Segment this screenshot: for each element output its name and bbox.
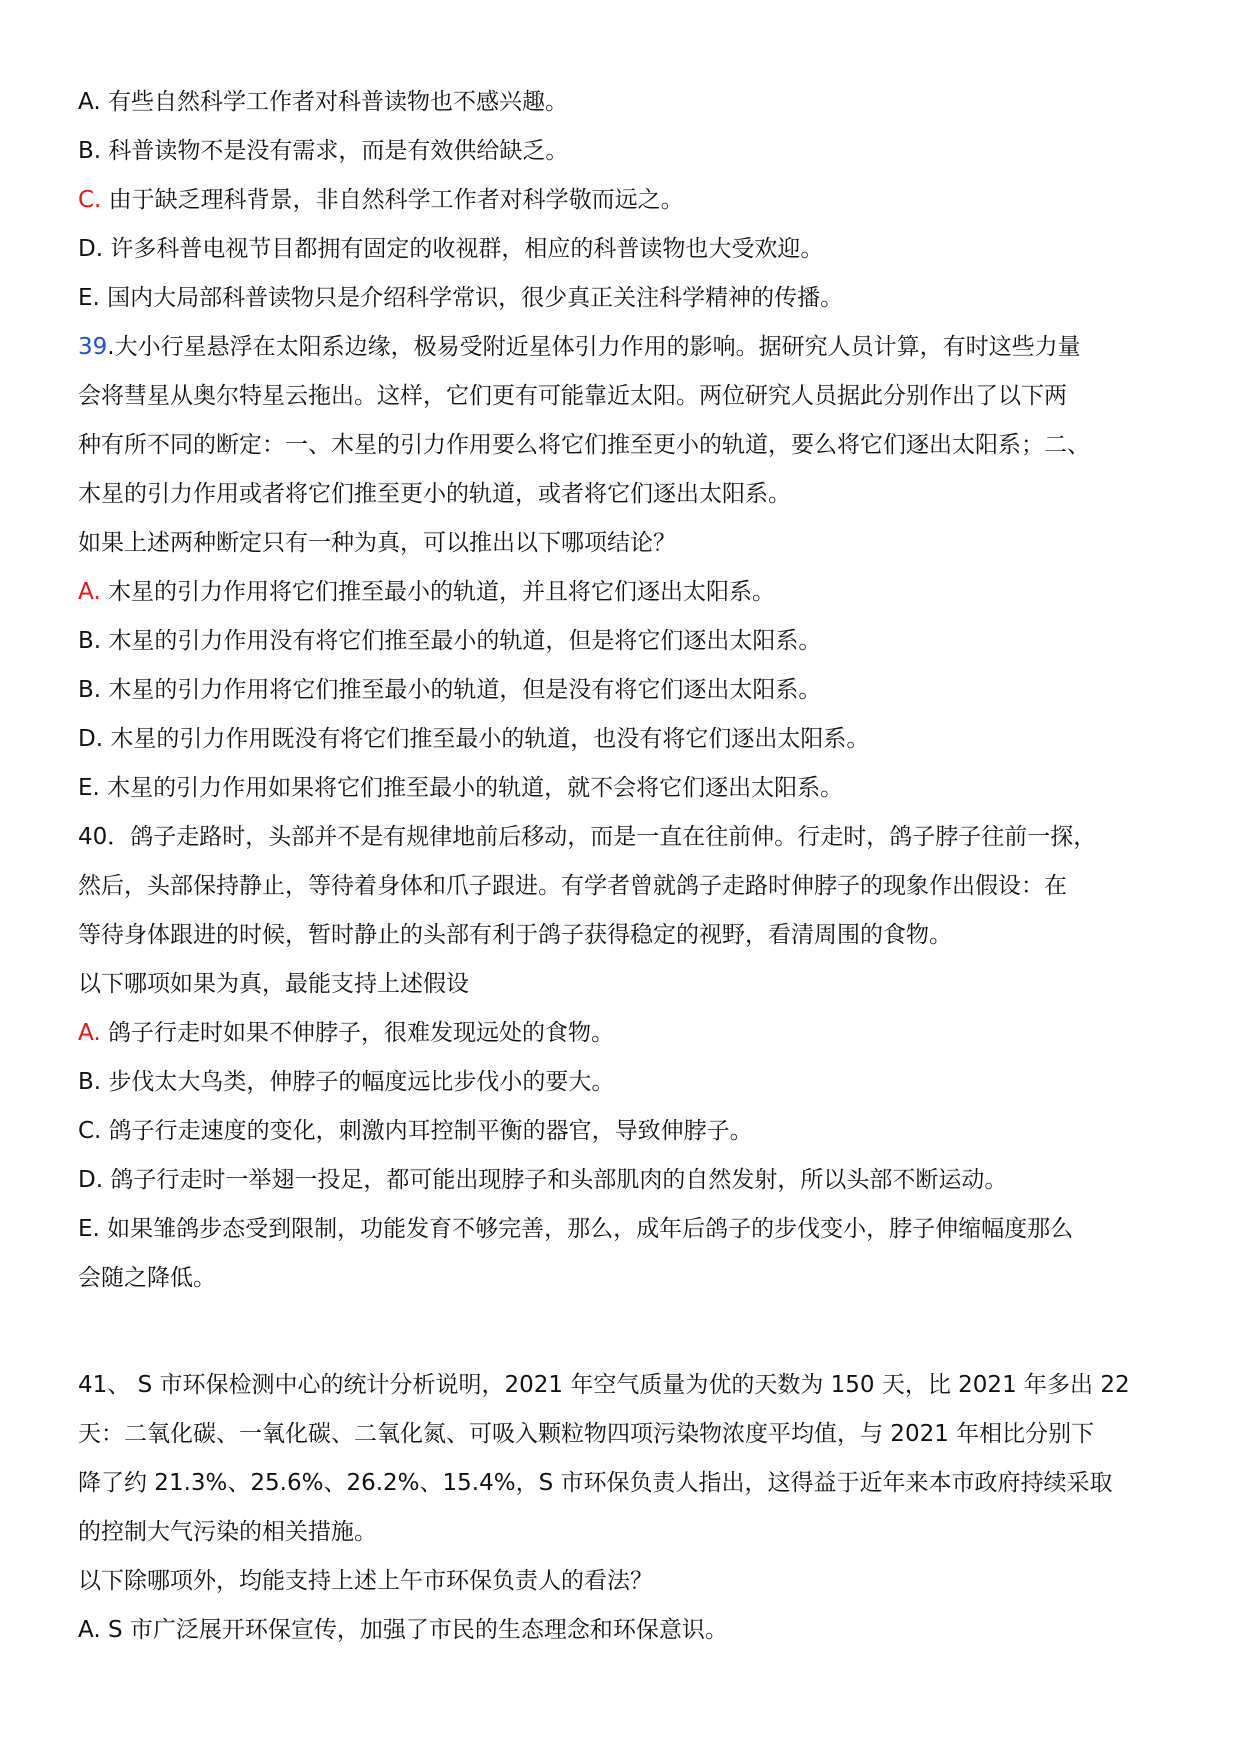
option-text: 如果雏鸽步态受到限制，功能发育不够完善，那么，成年后鸽子的步伐变小，脖子伸缩幅度那么	[99, 1216, 1074, 1242]
q39-option-a	[78, 568, 1168, 617]
q40-option-e-continuation: 会随之降低。	[78, 1265, 216, 1291]
option-text: 木星的引力作用既没有将它们推至最小的轨道，也没有将它们逐出太阳系。	[103, 726, 870, 752]
q38-option-a	[78, 78, 1168, 127]
option-letter: B.	[78, 628, 102, 654]
option-text: 木星的引力作用将它们推至最小的轨道，但是没有将它们逐出太阳系。	[101, 677, 822, 703]
q40-stem-line-1: 40．鸽子走路时，头部并不是有规律地前后移动，而是一直在往前伸。行走时，鸽子脖子往前一探，	[78, 824, 1097, 850]
q38-option-d	[78, 225, 1168, 274]
option-letter: E.	[78, 1216, 100, 1242]
q40-stem-line-3: 等待身体跟进的时候，暂时静止的头部有利于鸽子获得稳定的视野，看清周围的食物。	[78, 922, 952, 948]
option-letter: B.	[78, 1069, 102, 1095]
option-text: 木星的引力作用将它们推至最小的轨道，并且将它们逐出太阳系。	[100, 579, 775, 605]
option-text: 有些自然科学工作者对科普读物也不感兴趣。	[100, 89, 568, 115]
option-letter: C.	[78, 1118, 102, 1144]
option-letter: A.	[78, 89, 101, 115]
option-text: 鸽子行走时如果不伸脖子，很难发现远处的食物。	[100, 1020, 614, 1046]
q41-option-a	[78, 1606, 1168, 1655]
q40-option-b	[78, 1058, 1168, 1107]
option-text: 木星的引力作用如果将它们推至最小的轨道，就不会将它们逐出太阳系。	[99, 775, 844, 801]
answer-letter-highlight: A.	[78, 579, 101, 605]
option-text: 国内大局部科普读物只是介绍科学常识，很少真正关注科学精神的传播。	[99, 285, 844, 311]
q40-option-c	[78, 1107, 1168, 1156]
q40-stem-line-2: 然后，头部保持静止，等待着身体和爪子跟进。有学者曾就鸽子走路时伸脖子的现象作出假设：在	[78, 873, 1067, 899]
q40-option-e	[78, 1205, 1168, 1254]
q41-stem-line-4: 的控制大气污染的相关措施。	[78, 1519, 377, 1545]
option-letter: D.	[78, 726, 104, 752]
q39-stem-line-1	[78, 323, 1168, 372]
option-letter: E.	[78, 285, 100, 311]
option-text: 步伐太大鸟类，伸脖子的幅度远比步伐小的要大。	[101, 1069, 615, 1095]
q38-option-c	[78, 176, 1168, 225]
stem-text: .大小行星悬浮在太阳系边缘，极易受附近星体引力作用的影响。据研究人员计算，有时这些力量	[107, 334, 1081, 360]
q40-option-d	[78, 1156, 1168, 1205]
section-spacer	[78, 1303, 1168, 1361]
option-letter: B.	[78, 138, 102, 164]
q41-stem-line-2: 天：二氧化碳、一氧化碳、二氧化氮、可吸入颗粒物四项污染物浓度平均值，与 2021 年相比分别下	[78, 1421, 1095, 1447]
option-letter: D.	[78, 236, 104, 262]
question-number: 39	[78, 334, 108, 360]
q39-option-d	[78, 715, 1168, 764]
option-text: 许多科普电视节目都拥有固定的收视群，相应的科普读物也大受欢迎。	[103, 236, 824, 262]
option-text: 鸽子行走时一举翅一投足，都可能出现脖子和头部肌肉的自然发射，所以头部不断运动。	[103, 1167, 1008, 1193]
option-letter: A.	[78, 1617, 101, 1643]
answer-letter-highlight: C.	[78, 187, 102, 213]
q39-stem-line-4: 木星的引力作用或者将它们推至更小的轨道，或者将它们逐出太阳系。	[78, 481, 791, 507]
option-letter: B.	[78, 677, 102, 703]
q39-stem-line-2: 会将彗星从奥尔特星云拖出。这样，它们更有可能靠近太阳。两位研究人员据此分别作出了以下两	[78, 383, 1067, 409]
exam-page	[78, 78, 1168, 1655]
q39-option-c	[78, 666, 1168, 715]
q39-stem-line-3: 种有所不同的断定：一、木星的引力作用要么将它们推至更小的轨道，要么将它们逐出太阳系；二、	[78, 432, 1090, 458]
q39-option-e	[78, 764, 1168, 813]
q38-option-e	[78, 274, 1168, 323]
option-text: 木星的引力作用没有将它们推至最小的轨道，但是将它们逐出太阳系。	[101, 628, 822, 654]
option-text: 鸽子行走速度的变化，刺激内耳控制平衡的器官，导致伸脖子。	[101, 1118, 753, 1144]
q41-stem-line-1: 41、 S 市环保检测中心的统计分析说明，2021 年空气质量为优的天数为 150 天，比 2021 年多出 22	[78, 1372, 1130, 1398]
q40-option-a	[78, 1009, 1168, 1058]
answer-letter-highlight: A.	[78, 1020, 101, 1046]
option-text: S 市广泛展开环保宣传，加强了市民的生态理念和环保意识。	[100, 1617, 728, 1643]
q41-question: 以下除哪项外，均能支持上述上午市环保负责人的看法？	[78, 1568, 653, 1594]
q40-question: 以下哪项如果为真，最能支持上述假设	[78, 971, 469, 997]
q39-option-b	[78, 617, 1168, 666]
q41-stem-line-3: 降了约 21.3%、25.6%、26.2%、15.4%，S 市环保负责人指出，这得益于近年来本市政府持续采取	[78, 1470, 1113, 1496]
option-text: 科普读物不是没有需求，而是有效供给缺乏。	[101, 138, 569, 164]
option-text: 由于缺乏理科背景，非自然科学工作者对科学敬而远之。	[101, 187, 684, 213]
option-letter: E.	[78, 775, 100, 801]
q39-question: 如果上述两种断定只有一种为真，可以推出以下哪项结论？	[78, 530, 676, 556]
q38-option-b	[78, 127, 1168, 176]
option-letter: D.	[78, 1167, 104, 1193]
